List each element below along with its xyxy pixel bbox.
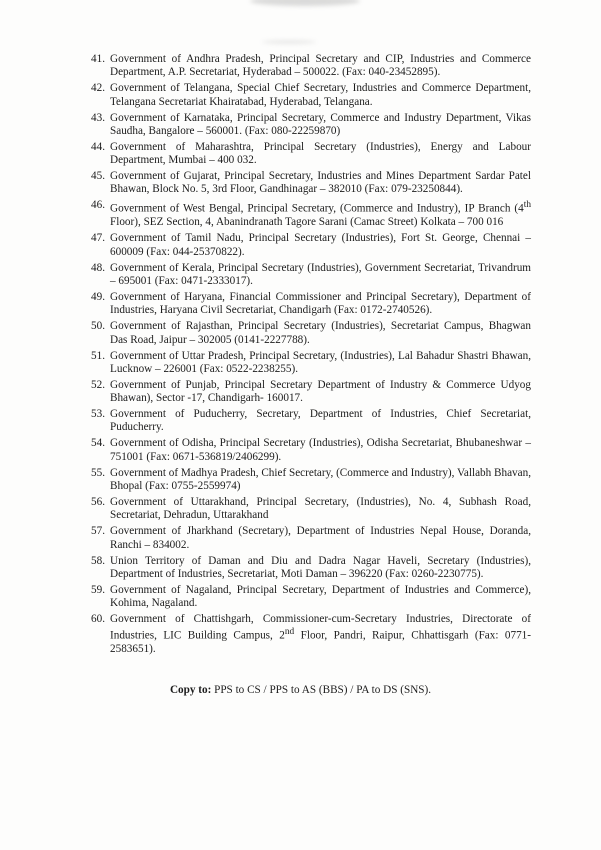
- item-text: Government of Punjab, Principal Secretary Department of Industry & Commerce Udyog Bhawan), Sector -17, Chandigarh- 160017.: [110, 378, 531, 405]
- item-text: Government of Andhra Pradesh, Principal Secretary and CIP, Industries and Commerce Department, A.P. Secretariat, Hyderabad – 500022. (Fax: 040-23452895).: [110, 53, 531, 79]
- item-text-end: Floor, Pandri, Raipur, Chhattisgarh (Fax: 0771-2583651).: [110, 630, 531, 656]
- item-text: Government of Uttar Pradesh, Principal Secretary, (Industries), Lal Bahadur Shastri Bhawan, Lucknow – 226001 (Fax: 0522-2238255).: [110, 349, 531, 375]
- list-item: [91, 53, 531, 80]
- scan-smudge-mark: [262, 40, 316, 44]
- copy-to-line: [0, 684, 601, 696]
- list-item: [91, 613, 531, 657]
- item-text: Government of Jharkhand (Secretary), Department of Industries Nepal House, Doranda, Ranchi – 834002.: [110, 525, 531, 551]
- ordinal-suffix: nd: [284, 627, 295, 638]
- addressee-list: [91, 53, 531, 659]
- list-item: [91, 170, 531, 197]
- list-item: [91, 408, 531, 435]
- list-item: [91, 525, 531, 552]
- item-number: 44.: [91, 140, 105, 153]
- scan-smudge-top: [250, 0, 360, 6]
- list-item: [91, 496, 531, 523]
- item-number: 49.: [91, 290, 105, 303]
- item-text: Government of Puducherry, Secretary, Department of Industries, Chief Secretariat, Puducherry.: [110, 408, 531, 434]
- item-text: Union Territory of Daman and Diu and Dadra Nagar Haveli, Secretary (Industries), Department of Industries, Secretariat, Moti Daman – 396220 (Fax: 0260-2230775).: [110, 554, 531, 580]
- list-item: [91, 320, 531, 347]
- item-text: Government of Uttarakhand, Principal Secretary, (Industries), No. 4, Subhash Road, Secretariat, Dehradun, Uttarakhand: [110, 495, 531, 522]
- list-item: [91, 291, 531, 318]
- list-item: [91, 555, 531, 582]
- item-number: 59.: [91, 583, 105, 596]
- item-number: 48.: [91, 261, 105, 274]
- list-item: [91, 232, 531, 259]
- item-text: Government of Tamil Nadu, Principal Secretary (Industries), Fort St. George, Chennai – 600009 (Fax: 044-25370822).: [110, 232, 531, 258]
- item-text-start: Government of West Bengal, Principal Secretary, (Commerce and Industry), IP Branch (4: [110, 203, 524, 216]
- item-text: Government of Odisha, Principal Secretary (Industries), Odisha Secretariat, Bhubaneshwar – 751001 (Fax: 0671-536819/2406299).: [110, 437, 531, 463]
- item-number: 43.: [91, 111, 105, 124]
- item-number: 56.: [91, 495, 105, 508]
- list-item: [91, 262, 531, 289]
- item-number: 47.: [91, 232, 105, 245]
- item-number: 60.: [91, 613, 105, 626]
- list-item: [91, 584, 531, 611]
- item-number: 51.: [91, 349, 105, 362]
- item-text: Government of Rajasthan, Principal Secretary (Industries), Secretariat Campus, Bhagwan Das Road, Jaipur – 302005 (0141-2227788).: [110, 320, 531, 346]
- item-number: 52.: [91, 378, 105, 391]
- item-text: Government of Telangana, Special Chief Secretary, Industries and Commerce Department, Telangana Secretariat Khairatabad, Hyderabad, Telangana.: [110, 82, 531, 108]
- list-item: [91, 199, 531, 229]
- list-item: [91, 379, 531, 406]
- item-number: 57.: [91, 525, 105, 538]
- list-item: [91, 350, 531, 377]
- list-item: [91, 82, 531, 109]
- item-number: 53.: [91, 408, 105, 421]
- list-item: [91, 141, 531, 168]
- ordinal-suffix: th: [523, 200, 531, 211]
- item-text-start: Government of Chattishgarh, Commissioner-cum-Secretary Industries, Directorate of Industries, LIC Building Campus, 2: [110, 613, 531, 643]
- item-text: Government of Madhya Pradesh, Chief Secretary, (Commerce and Industry), Vallabh Bhavan, Bhopal (Fax: 0755-2559974): [110, 466, 531, 492]
- item-number: 54.: [91, 437, 105, 450]
- item-number: 42.: [91, 82, 105, 95]
- copy-to-recipients: PPS to CS / PPS to AS (BBS) / PA to DS (SNS).: [214, 684, 432, 696]
- item-text-end: Floor), SEZ Section, 4, Abanindranath Tagore Sarani (Camac Street) Kolkata – 700 016: [110, 216, 504, 229]
- item-text: Government of Gujarat, Principal Secretary, Industries and Mines Department Sardar Patel Bhawan, Block No. 5, 3rd Floor, Gandhinagar – 382010 (Fax: 079-23250844).: [110, 170, 531, 196]
- item-number: 41.: [91, 53, 105, 65]
- item-number: 46.: [91, 199, 105, 212]
- item-text: Government of Karnataka, Principal Secretary, Commerce and Industry Department, Vikas Saudha, Bangalore – 560001. (Fax: 080-22259870): [110, 111, 531, 137]
- item-text: Government of Haryana, Financial Commissioner and Principal Secretary), Department of Industries, Haryana Civil Secretariat, Chandigarh (Fax: 0172-2740526).: [110, 290, 531, 317]
- item-number: 50.: [91, 320, 105, 333]
- item-text: Government of Maharashtra, Principal Secretary (Industries), Energy and Labour Department, Mumbai – 400 032.: [110, 140, 531, 167]
- item-number: 45.: [91, 170, 105, 183]
- list-item: [91, 467, 531, 494]
- item-text: Government of Kerala, Principal Secretary (Industries), Government Secretariat, Trivandrum – 695001 (Fax: 0471-2333017).: [110, 261, 531, 287]
- item-number: 55.: [91, 466, 105, 479]
- item-text: Government of Nagaland, Principal Secretary, Department of Industries and Commerce), Kohima, Nagaland.: [110, 583, 531, 610]
- copy-to-label: Copy to:: [169, 684, 212, 696]
- list-item: [91, 437, 531, 464]
- item-number: 58.: [91, 554, 105, 567]
- list-item: [91, 112, 531, 139]
